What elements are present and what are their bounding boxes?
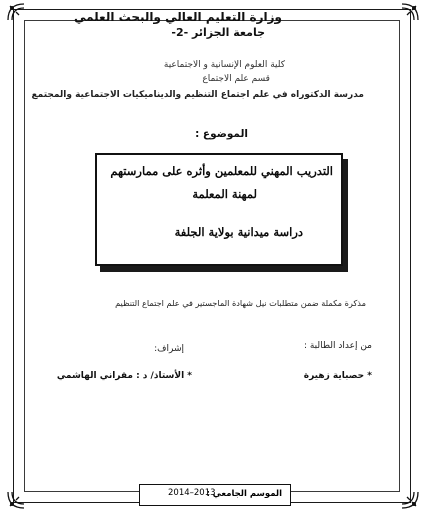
- academic-year-label: الموسم الجامعي :: [206, 489, 282, 499]
- faculty-name: كلية العلوم الإنسانية و الاجتماعية: [163, 60, 285, 70]
- thesis-title-line-2: لمهنة المعلمة: [192, 187, 257, 201]
- corner-ornament-icon: [6, 490, 26, 510]
- supervisor-label: إشراف:: [154, 344, 184, 354]
- ministry-name: وزارة التعليم العالي والبحث العلمي: [73, 10, 282, 24]
- thesis-title-line-1: التدريب المهني للمعلمين وأثره على ممارستهم: [110, 164, 333, 178]
- student-label: من إعداد الطالبة :: [303, 341, 372, 351]
- student-name: * حصباية زهيرة: [303, 371, 372, 381]
- corner-ornament-icon: [400, 490, 420, 510]
- department-name: قسم علم الاجتماع: [202, 74, 270, 84]
- academic-year-value: 2014–2013: [168, 488, 216, 498]
- thesis-subtitle: دراسة ميدانية بولاية الجلفة: [174, 225, 303, 239]
- memo-description: مذكرة مكملة ضمن متطلبات نيل شهادة الماجستير في علم اجتماع التنظيم: [115, 298, 366, 308]
- corner-ornament-icon: [400, 2, 420, 22]
- university-name: جامعة الجزائر -2-: [171, 26, 265, 39]
- doctoral-school-name: مدرسة الدكتوراه في علم اجتماع التنظيم والديناميكيات الاجتماعية والمجتمع: [31, 90, 364, 100]
- supervisor-name: * الأستاذ/ د : مقراني الهاشمي: [56, 371, 192, 381]
- corner-ornament-icon: [6, 2, 26, 22]
- subject-label: الموضوع :: [195, 128, 248, 140]
- thesis-title-box: [95, 153, 343, 266]
- academic-year-box: [139, 484, 291, 506]
